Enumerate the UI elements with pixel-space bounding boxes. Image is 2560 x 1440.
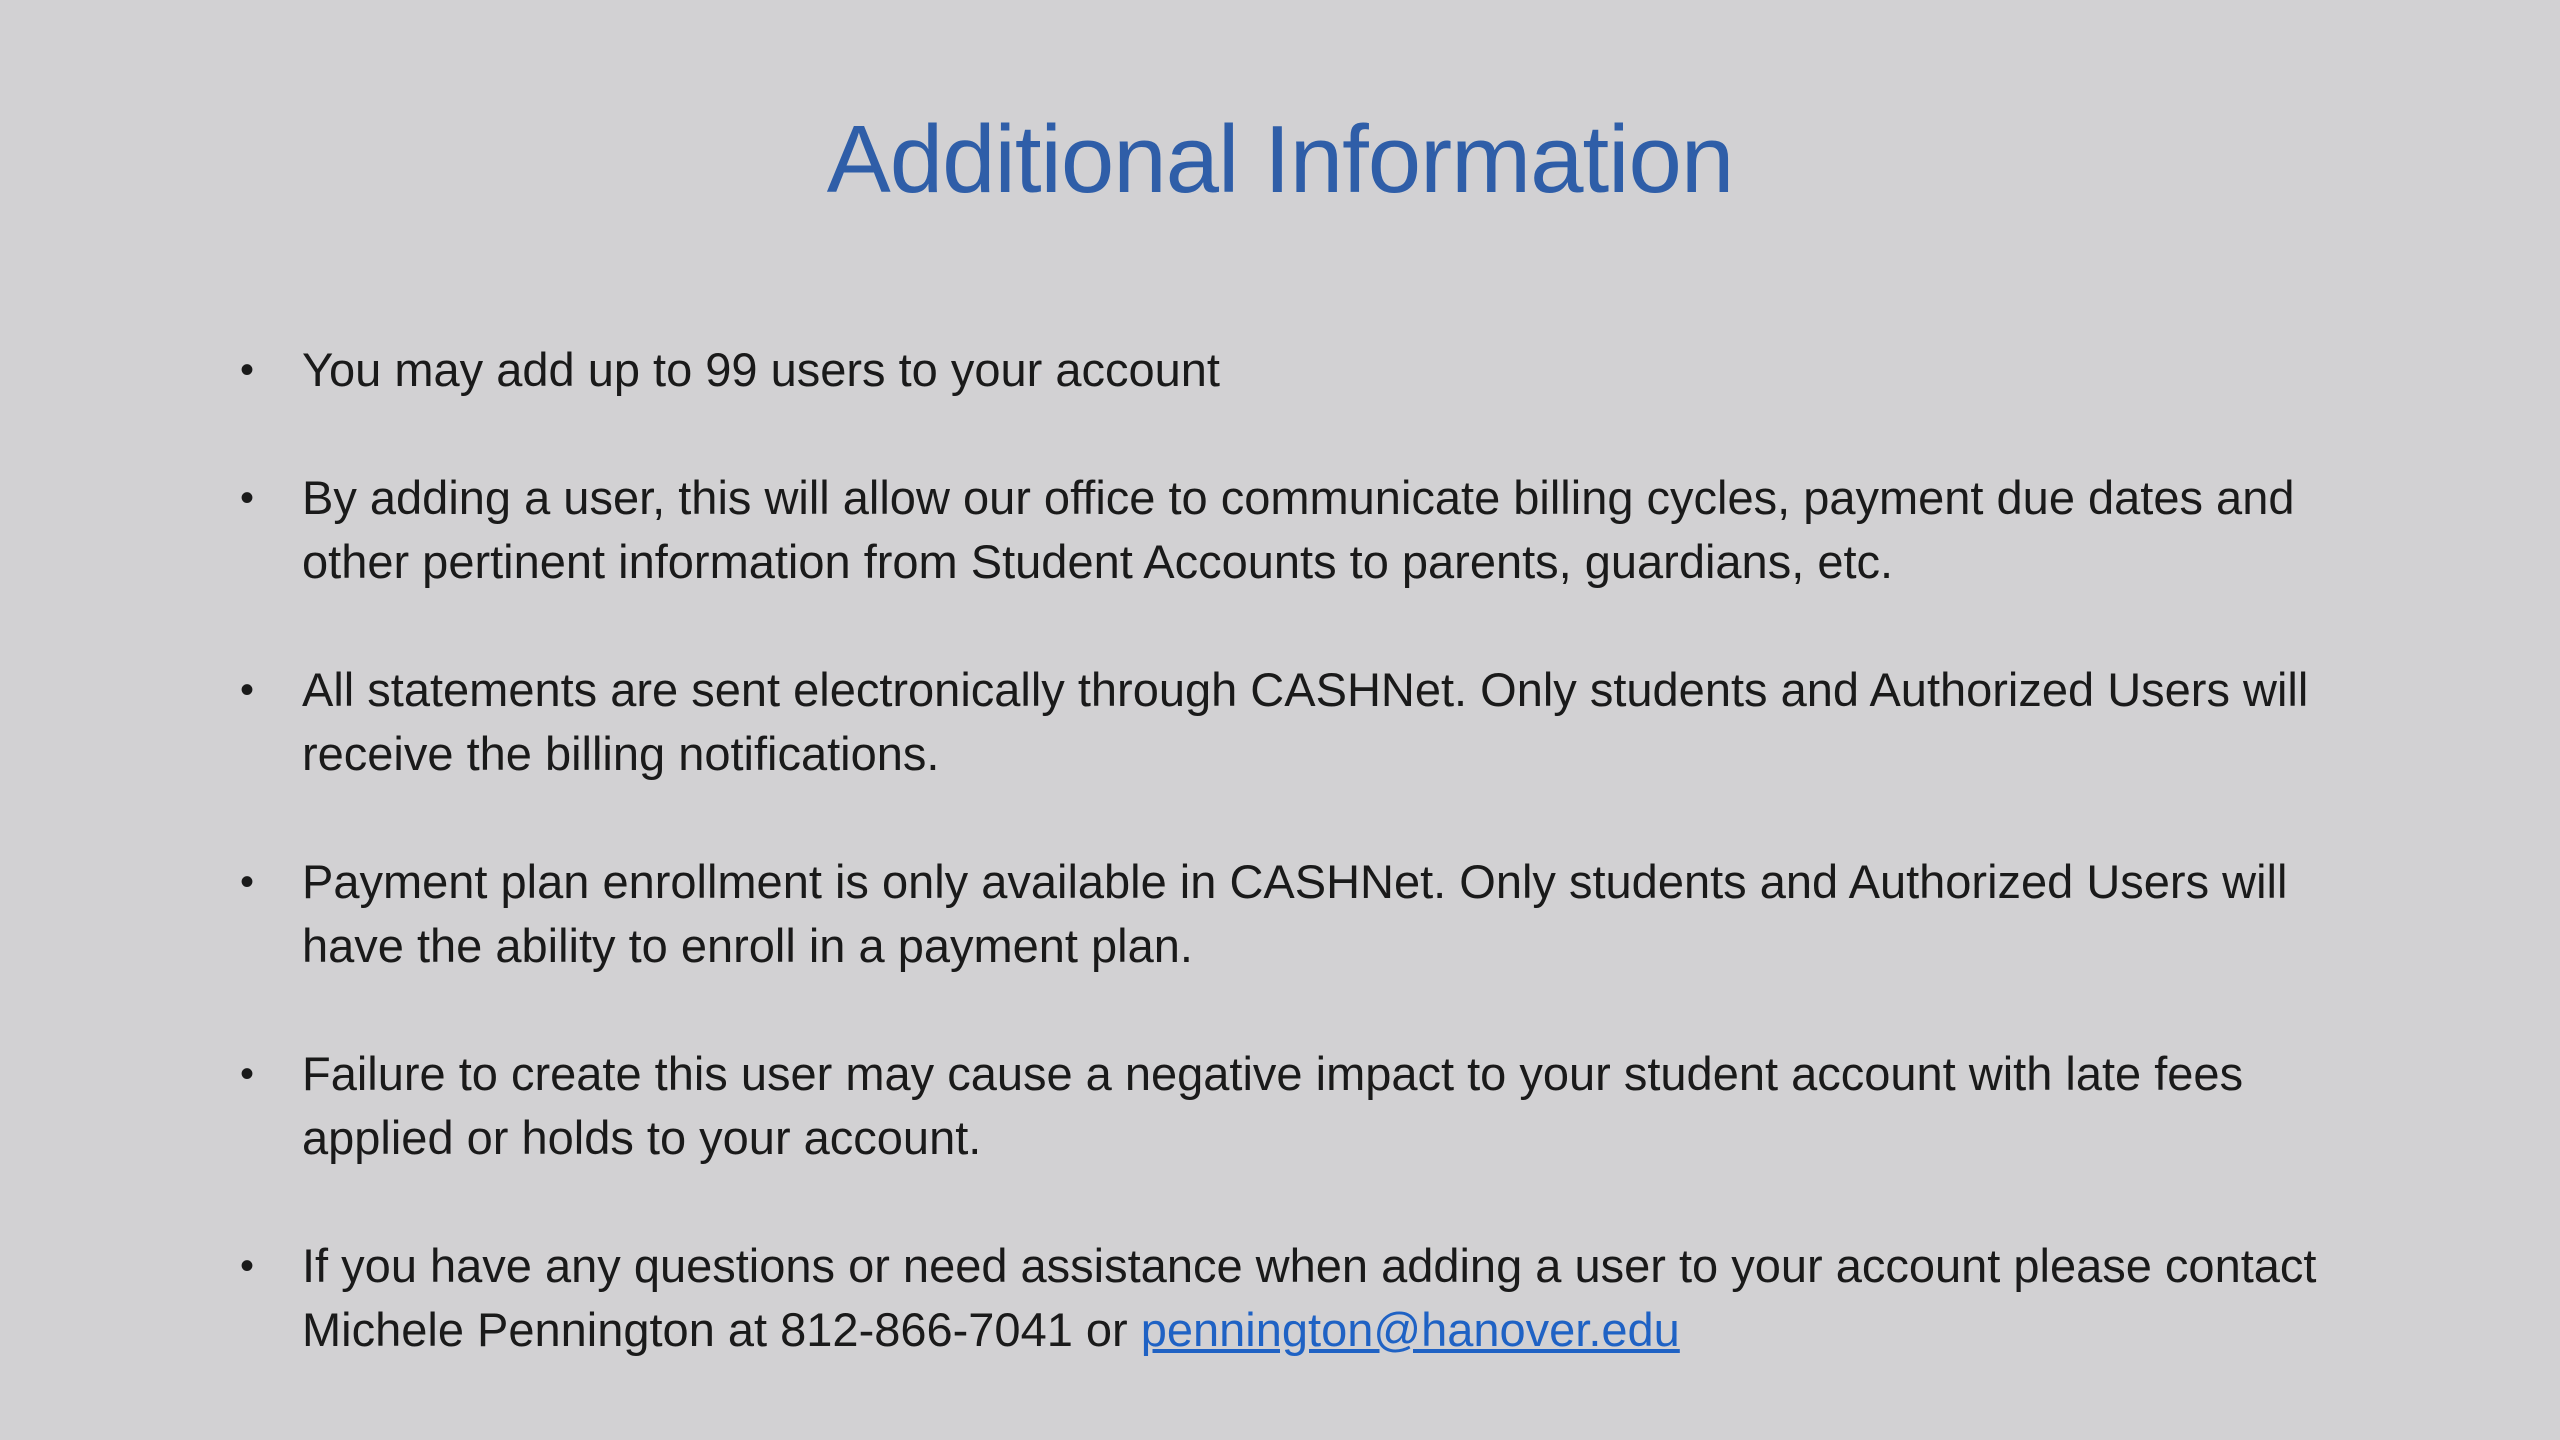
bullet-dot-icon: • xyxy=(240,348,255,392)
bullet-item-failure-warning xyxy=(240,1042,2370,1170)
bullet-dot-icon: • xyxy=(240,860,255,904)
bullet-list xyxy=(240,338,2370,1362)
bullet-text: Payment plan enrollment is only available in CASHNet. Only students and Authorized Users will have the ability to enroll in a payment plan. xyxy=(302,855,2288,972)
bullet-dot-icon: • xyxy=(240,476,255,520)
bullet-text: You may add up to 99 users to your account xyxy=(302,343,1220,396)
bullet-item-statements xyxy=(240,658,2370,786)
bullet-item-communication xyxy=(240,466,2370,594)
bullet-item-contact xyxy=(240,1234,2370,1362)
bullet-dot-icon: • xyxy=(240,1052,255,1096)
bullet-text: By adding a user, this will allow our office to communicate billing cycles, payment due dates and other pertinent information from Student Accounts to parents, guardians, etc. xyxy=(302,471,2295,588)
bullet-dot-icon: • xyxy=(240,668,255,712)
contact-email-link[interactable]: pennington@hanover.edu xyxy=(1140,1303,1680,1356)
slide-title: Additional Information xyxy=(826,106,1734,213)
bullet-item-payment-plan xyxy=(240,850,2370,978)
bullet-text: If you have any questions or need assistance when adding a user to your account please contact Michele Pennington at 812-866-7041 or xyxy=(302,1239,2317,1356)
bullet-dot-icon: • xyxy=(240,1244,255,1288)
bullet-text: Failure to create this user may cause a negative impact to your student account with late fees applied or holds to your account. xyxy=(302,1047,2244,1164)
bullet-item-user-limit xyxy=(240,338,2370,402)
bullet-text: All statements are sent electronically through CASHNet. Only students and Authorized Users will receive the billing notifications. xyxy=(302,663,2309,780)
